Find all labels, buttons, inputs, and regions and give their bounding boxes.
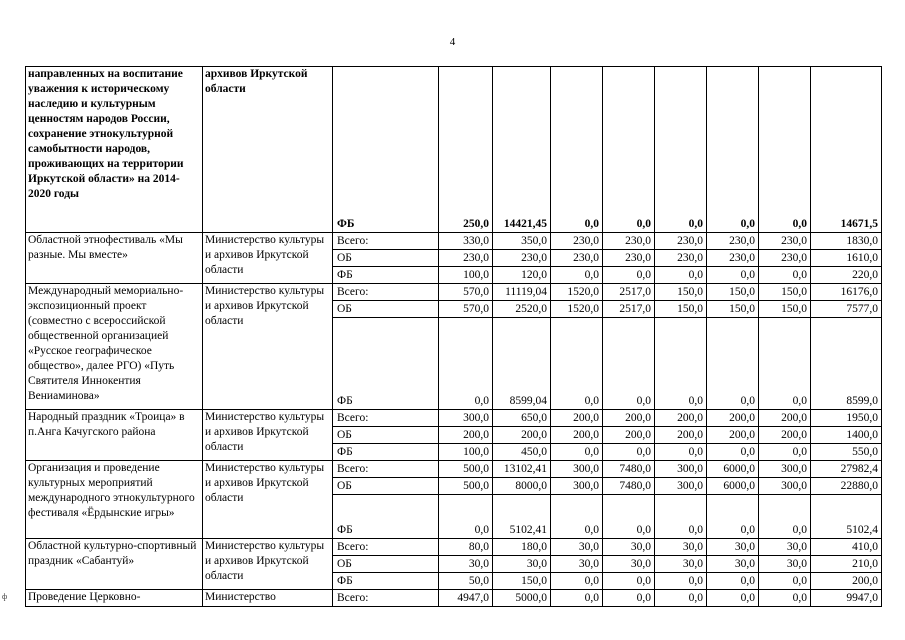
year-value-cell: 200,0 [759, 427, 811, 444]
table-row [26, 539, 882, 556]
total-cell: 1400,0 [811, 427, 882, 444]
total-cell: 1830,0 [811, 233, 882, 250]
total-cell: 7577,0 [811, 301, 882, 318]
year-value-cell: 230,0 [655, 233, 707, 250]
year-value-cell: 230,0 [493, 250, 551, 267]
year-value-cell: 30,0 [707, 556, 759, 573]
event-name-cell: Организация и проведение культурных мероприятий международного этнокультурного фестиваля «Ёрдынские игры» [26, 461, 203, 539]
year-value-cell: 230,0 [439, 250, 493, 267]
year-value-cell: 4947,0 [439, 590, 493, 607]
total-cell: 210,0 [811, 556, 882, 573]
page-number: 4 [449, 36, 456, 48]
total-cell: 1950,0 [811, 410, 882, 427]
year-value-cell: 150,0 [707, 284, 759, 301]
year-value-cell: 2517,0 [603, 284, 655, 301]
year-value-cell: 30,0 [551, 539, 603, 556]
table-row [26, 461, 882, 478]
total-cell: 27982,4 [811, 461, 882, 478]
year-value-cell: 200,0 [551, 427, 603, 444]
year-value-cell: 0,0 [603, 573, 655, 590]
year-value-cell: 2520,0 [493, 301, 551, 318]
year-value-cell: 300,0 [655, 461, 707, 478]
year-value-cell: 0,0 [655, 67, 707, 233]
year-value-cell: 100,0 [439, 267, 493, 284]
year-value-cell: 150,0 [493, 573, 551, 590]
year-value-cell: 6000,0 [707, 478, 759, 495]
year-value-cell: 1520,0 [551, 284, 603, 301]
year-value-cell: 0,0 [707, 444, 759, 461]
executor-cell: Министерство культуры и архивов Иркутской области [203, 284, 333, 410]
year-value-cell: 500,0 [439, 478, 493, 495]
year-value-cell: 30,0 [707, 539, 759, 556]
year-value-cell: 570,0 [439, 284, 493, 301]
total-cell: 14671,5 [811, 67, 882, 233]
funding-source-cell: ФБ [333, 67, 439, 233]
year-value-cell: 0,0 [603, 318, 655, 410]
year-value-cell: 230,0 [759, 233, 811, 250]
year-value-cell: 200,0 [655, 410, 707, 427]
year-value-cell: 120,0 [493, 267, 551, 284]
year-value-cell: 0,0 [551, 67, 603, 233]
year-value-cell: 0,0 [655, 444, 707, 461]
funding-source-cell: ОБ [333, 250, 439, 267]
year-value-cell: 0,0 [759, 590, 811, 607]
funding-source-cell: ФБ [333, 267, 439, 284]
year-value-cell: 200,0 [551, 410, 603, 427]
year-value-cell: 650,0 [493, 410, 551, 427]
year-value-cell: 5000,0 [493, 590, 551, 607]
year-value-cell: 300,0 [551, 478, 603, 495]
year-value-cell: 30,0 [603, 556, 655, 573]
event-name-cell: Народный праздник «Троица» в п.Анга Качугского района [26, 410, 203, 461]
year-value-cell: 30,0 [655, 556, 707, 573]
year-value-cell: 30,0 [603, 539, 655, 556]
funding-source-cell: Всего: [333, 284, 439, 301]
year-value-cell: 0,0 [707, 318, 759, 410]
total-cell: 8599,0 [811, 318, 882, 410]
year-value-cell: 2517,0 [603, 301, 655, 318]
executor-cell: Министерство культуры и архивов Иркутской области [203, 461, 333, 539]
table-row [26, 233, 882, 250]
year-value-cell: 50,0 [439, 573, 493, 590]
year-value-cell: 0,0 [655, 318, 707, 410]
funding-source-cell: Всего: [333, 590, 439, 607]
year-value-cell: 0,0 [603, 444, 655, 461]
funding-source-cell: Всего: [333, 233, 439, 250]
year-value-cell: 0,0 [759, 573, 811, 590]
year-value-cell: 300,0 [551, 461, 603, 478]
year-value-cell: 0,0 [707, 573, 759, 590]
year-value-cell: 300,0 [655, 478, 707, 495]
executor-cell: Министерство культуры и архивов Иркутской области [203, 233, 333, 284]
year-value-cell: 250,0 [439, 67, 493, 233]
year-value-cell: 230,0 [603, 233, 655, 250]
year-value-cell: 7480,0 [603, 478, 655, 495]
year-value-cell: 0,0 [551, 495, 603, 539]
year-value-cell: 0,0 [655, 590, 707, 607]
year-value-cell: 0,0 [439, 495, 493, 539]
year-value-cell: 0,0 [603, 495, 655, 539]
year-value-cell: 570,0 [439, 301, 493, 318]
year-value-cell: 0,0 [707, 267, 759, 284]
funding-source-cell: ОБ [333, 301, 439, 318]
year-value-cell: 5102,41 [493, 495, 551, 539]
event-name-cell: Проведение Церковно- [26, 590, 203, 607]
table-row [26, 67, 882, 233]
year-value-cell: 450,0 [493, 444, 551, 461]
funding-source-cell: Всего: [333, 410, 439, 427]
year-value-cell: 30,0 [655, 539, 707, 556]
year-value-cell: 0,0 [759, 444, 811, 461]
year-value-cell: 230,0 [707, 250, 759, 267]
year-value-cell: 8599,04 [493, 318, 551, 410]
year-value-cell: 0,0 [707, 495, 759, 539]
event-name-cell: Областной культурно-спортивный праздник «Сабантуй» [26, 539, 203, 590]
year-value-cell: 0,0 [655, 573, 707, 590]
year-value-cell: 7480,0 [603, 461, 655, 478]
year-value-cell: 230,0 [551, 250, 603, 267]
year-value-cell: 0,0 [603, 267, 655, 284]
year-value-cell: 200,0 [655, 427, 707, 444]
executor-cell: архивов Иркутской области [203, 67, 333, 233]
year-value-cell: 230,0 [603, 250, 655, 267]
year-value-cell: 150,0 [759, 284, 811, 301]
total-cell: 410,0 [811, 539, 882, 556]
year-value-cell: 150,0 [707, 301, 759, 318]
year-value-cell: 8000,0 [493, 478, 551, 495]
total-cell: 22880,0 [811, 478, 882, 495]
year-value-cell: 11119,04 [493, 284, 551, 301]
year-value-cell: 30,0 [493, 556, 551, 573]
year-value-cell: 0,0 [655, 267, 707, 284]
event-name-cell: Областной этнофестиваль «Мы разные. Мы вместе» [26, 233, 203, 284]
year-value-cell: 330,0 [439, 233, 493, 250]
year-value-cell: 30,0 [759, 556, 811, 573]
year-value-cell: 200,0 [439, 427, 493, 444]
total-cell: 1610,0 [811, 250, 882, 267]
year-value-cell: 0,0 [759, 318, 811, 410]
year-value-cell: 350,0 [493, 233, 551, 250]
year-value-cell: 0,0 [603, 590, 655, 607]
scan-edge-mark: ф [2, 592, 8, 601]
year-value-cell: 0,0 [707, 590, 759, 607]
table-row [26, 284, 882, 301]
year-value-cell: 150,0 [655, 284, 707, 301]
year-value-cell: 0,0 [551, 573, 603, 590]
year-value-cell: 200,0 [603, 410, 655, 427]
year-value-cell: 0,0 [439, 318, 493, 410]
year-value-cell: 180,0 [493, 539, 551, 556]
year-value-cell: 230,0 [551, 233, 603, 250]
year-value-cell: 230,0 [655, 250, 707, 267]
table-row [26, 410, 882, 427]
year-value-cell: 0,0 [759, 67, 811, 233]
total-cell: 200,0 [811, 573, 882, 590]
funding-source-cell: ФБ [333, 573, 439, 590]
total-cell: 9947,0 [811, 590, 882, 607]
table-row [26, 590, 882, 607]
year-value-cell: 200,0 [707, 427, 759, 444]
funding-source-cell: Всего: [333, 461, 439, 478]
executor-cell: Министерство [203, 590, 333, 607]
executor-cell: Министерство культуры и архивов Иркутской области [203, 410, 333, 461]
year-value-cell: 80,0 [439, 539, 493, 556]
year-value-cell: 230,0 [759, 250, 811, 267]
funding-source-cell: ОБ [333, 478, 439, 495]
funding-source-cell: ФБ [333, 495, 439, 539]
year-value-cell: 0,0 [759, 495, 811, 539]
budget-table [25, 66, 882, 607]
year-value-cell: 30,0 [439, 556, 493, 573]
total-cell: 220,0 [811, 267, 882, 284]
year-value-cell: 200,0 [707, 410, 759, 427]
funding-source-cell: ФБ [333, 444, 439, 461]
year-value-cell: 0,0 [603, 67, 655, 233]
year-value-cell: 6000,0 [707, 461, 759, 478]
year-value-cell: 30,0 [759, 539, 811, 556]
year-value-cell: 13102,41 [493, 461, 551, 478]
event-name-cell: Международный мемориально-экспозиционный проект (совместно с всероссийской общественной организацией «Русское географическое общество», далее РГО) «Путь Святителя Иннокентия Вениаминова» [26, 284, 203, 410]
year-value-cell: 0,0 [655, 495, 707, 539]
total-cell: 550,0 [811, 444, 882, 461]
year-value-cell: 1520,0 [551, 301, 603, 318]
year-value-cell: 200,0 [493, 427, 551, 444]
funding-source-cell: Всего: [333, 539, 439, 556]
year-value-cell: 300,0 [439, 410, 493, 427]
event-name-cell: направленных на воспитание уважения к историческому наследию и культурным ценностям народов России, сохранение этнокультурной самобытности народов, проживающих на территории Иркутской области» на 2014-2020 годы [26, 67, 203, 233]
year-value-cell: 0,0 [551, 318, 603, 410]
funding-source-cell: ОБ [333, 427, 439, 444]
year-value-cell: 300,0 [759, 461, 811, 478]
funding-source-cell: ФБ [333, 318, 439, 410]
funding-source-cell: ОБ [333, 556, 439, 573]
year-value-cell: 0,0 [707, 67, 759, 233]
year-value-cell: 30,0 [551, 556, 603, 573]
year-value-cell: 500,0 [439, 461, 493, 478]
executor-cell: Министерство культуры и архивов Иркутской области [203, 539, 333, 590]
year-value-cell: 150,0 [655, 301, 707, 318]
year-value-cell: 230,0 [707, 233, 759, 250]
year-value-cell: 14421,45 [493, 67, 551, 233]
year-value-cell: 150,0 [759, 301, 811, 318]
year-value-cell: 0,0 [759, 267, 811, 284]
year-value-cell: 0,0 [551, 267, 603, 284]
year-value-cell: 0,0 [551, 590, 603, 607]
year-value-cell: 300,0 [759, 478, 811, 495]
year-value-cell: 0,0 [551, 444, 603, 461]
year-value-cell: 200,0 [603, 427, 655, 444]
year-value-cell: 100,0 [439, 444, 493, 461]
year-value-cell: 200,0 [759, 410, 811, 427]
total-cell: 16176,0 [811, 284, 882, 301]
total-cell: 5102,4 [811, 495, 882, 539]
